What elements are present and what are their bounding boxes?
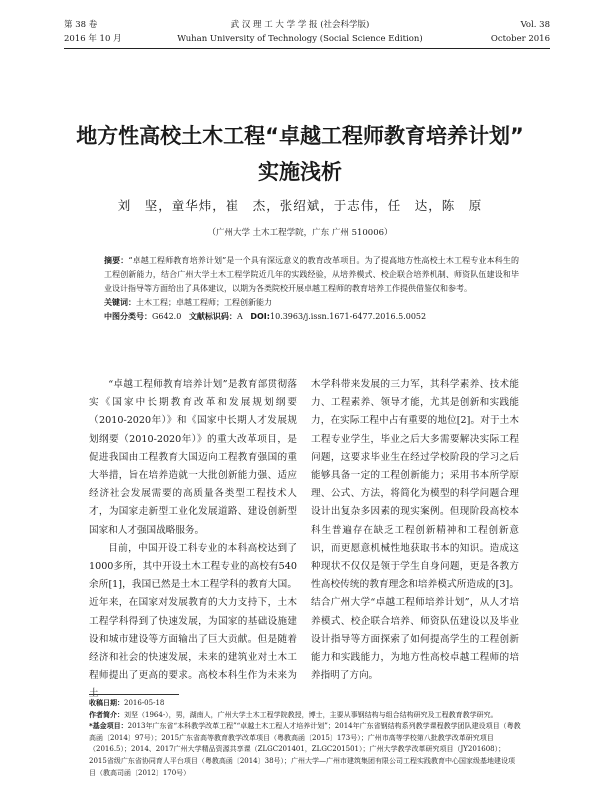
article-title-line-2: 实施浅析	[258, 160, 342, 184]
keywords-text: 土木工程；卓越工程师；工程创新能力	[136, 298, 272, 307]
footnotes	[89, 698, 521, 779]
author-list: 刘 坚，童华炜，崔 杰，张绍斌，于志伟，任 达，陈 原	[117, 198, 483, 213]
received-date-line	[89, 698, 521, 710]
funding-line	[89, 721, 521, 779]
article-title-line-1: 地方性高校土木工程“卓越工程师教育培养计划”	[76, 124, 524, 148]
header-rule	[64, 48, 550, 49]
affiliation: （广州大学 土木工程学院，广东 广州 510006）	[207, 228, 393, 238]
body-column-left	[89, 376, 297, 704]
body-paragraph: “卓越工程师教育培养计划”是教育部贯彻落实《国家中长期教育改革和发展规划纲要（2010-2020年）》和《国家中长期人才发展规划纲要（2010-2020年）》的重大改革项目，是促进我国由工程教育大国迈向工程教育强国的重大举措，旨在培养造就一大批创新能力强、适应经济社会发展需要的高质量各类型工程技术人才，为国家走新型工业化发展道路、建设创新型国家和人才强国战略服务。	[89, 379, 297, 536]
clc-label: 中图分类号：	[104, 312, 152, 321]
doi-value: 10.3963/j.issn.1671-6477.2016.5.0052	[269, 312, 427, 321]
journal-name-cn: 武 汉 理 工 大 学 学 报 (社会科学版)	[230, 20, 370, 30]
keywords-label: 关键词：	[104, 298, 136, 307]
doc-code-value: A	[236, 312, 243, 321]
running-header-right	[491, 18, 550, 46]
issue-date: 2016 年 10 月	[64, 34, 122, 44]
body-paragraph: 目前，中国开设工科专业的本科高校达到了1000多所，其中开设土木工程专业的高校有540余所[1]，我国已然是土木工程学科的教育大国。近年来，在国家对发展教育的大力支持下，土木工程学科得到了快速发展，为国家的基础设施建设和城市建设等方面输出了巨大贡献。但是随着经济和社会的快速发展，未来的建筑业对土木工程师提出了更高的要求。高校本科生作为未来为土	[89, 542, 297, 700]
author-bio-line	[89, 710, 521, 722]
body-paragraph: 木学科带来发展的三力军，其科学素养、技术能力、工程素养、领导才能，尤其是创新和实践能力，在实际工程中占有重要的地位[2]。对于土木工程专业学生，毕业之后大多需要解决实际工程问题，这要求毕业生在经过学校阶段的学习之后能够具备一定的工程创新能力；采用书本所学原理、公式、方法，将简化为模型的科学问题合理设计出复杂多因素的现实案例。但现阶段高校本科生普遍存在缺乏工程创新精神和工程创新意识，而更愿意机械性地获取书本的知识。造成这种现状不仅仅是领于学生自身问题，更是各教方性高校传统的教育理念和培养模式所造成的[3]。结合广州大学“卓越工程师培养计划”，从人才培养模式、校企联合培养、师资队伍建设以及毕业设计指导等方面探索了如何提高学生的工程创新能力和实践能力，为地方性高校卓越工程师的培养指明了方向。	[311, 379, 519, 682]
abstract-paragraph	[104, 254, 519, 296]
body-column-right	[311, 376, 519, 685]
doc-code-label: 文献标识码：	[188, 312, 237, 321]
received-label: 收稿日期：	[89, 699, 124, 707]
volume-label-en: Vol. 38	[520, 20, 550, 30]
clc-value: G642.0	[152, 312, 182, 321]
journal-name-en: Wuhan University of Technology (Social Science Edition)	[177, 34, 423, 44]
classification-line	[104, 310, 519, 324]
keywords-line	[104, 296, 519, 310]
volume-label: 第 38 卷	[64, 20, 98, 30]
article-title	[40, 118, 560, 190]
abstract-text: “卓越工程师教育培养计划”是一个具有深远意义的教育改革项目。为了提高地方性高校土木工程专业本科生的工程创新能力，结合广州大学土木工程学院近几年的实践经验，从培养模式、校企联合培养机制、师资队伍建设和毕业设计指导等方面给出了具体建议，以期为各类院校开展卓越工程师的教育培养工作提供借鉴仅和参考。	[104, 256, 519, 293]
abstract-block	[104, 254, 519, 324]
footnote-rule	[89, 694, 179, 695]
funding-label: *基金项目：	[89, 722, 128, 731]
author-bio-label: 作者简介：	[89, 710, 124, 719]
doi-label: DOI:	[250, 312, 270, 321]
received-date: 2016-05-18	[124, 699, 165, 707]
abstract-label: 摘要：	[104, 256, 129, 265]
issue-date-en: October 2016	[490, 34, 550, 44]
funding-text: 2013年广东省“本科教学改革工程”“卓越土木工程人才培养计划”；2014年广东省钢结构系列教学课程教学团队建设项目（粤教高函〔2014〕97号）；2015广东省高等教育教学改革项目（粤教高函〔2015〕173号）；广州市高等学校第八批教学改革研究项目（2016.5）；2014、2017广州大学精品资源共享课（ZLGC201401，ZLGC201501）；广州大学教学改革研究项目（JY201608）；2015省级广东省协同育人平台项目（粤教高函〔2014〕38号）；广州大学—广州市建筑集团有限公司工程实践教育中心国家级基地建设项目（教高司函〔2012〕170号）	[89, 722, 521, 777]
author-bio: 刘坚（1964-），男，湖南人，广州大学土木工程学院教授，博士，主要从事钢结构与组合结构研究及工程教育教学研究。	[124, 710, 498, 719]
